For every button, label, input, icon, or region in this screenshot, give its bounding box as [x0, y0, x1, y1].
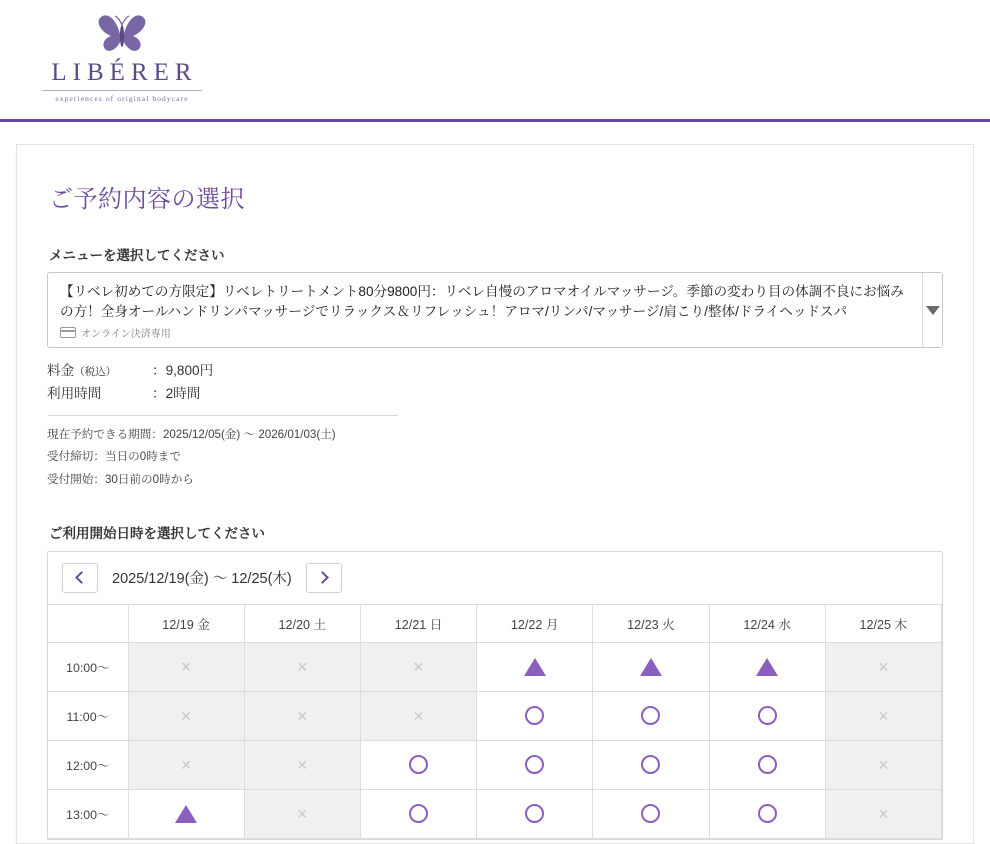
- slot-unavailable: [128, 740, 244, 789]
- menu-selected-option: 【リベレ初めての方限定】リベレトリートメント80分9800円：リベレ自慢のアロマオイルマッサージ。季節の変わり目の体調不良にお悩みの方！全身オールハンドリンパマッサージでリラックス＆リフレッシュ！アロマ/リンパ/マッサージ/肩こり/整体/ドライヘッドスパ: [60, 284, 904, 319]
- site-header: [0, 0, 990, 122]
- slot-unavailable: [244, 740, 360, 789]
- day-column-header: 12/21 日: [360, 604, 476, 642]
- slot-unavailable: [825, 642, 941, 691]
- slot-inner: [710, 692, 825, 740]
- duration-line: [47, 382, 943, 405]
- duration-value: 2時間: [165, 386, 201, 402]
- slot-inner: [477, 741, 592, 789]
- slot-inner: [129, 790, 244, 838]
- menu-select-value-area[interactable]: [48, 273, 923, 347]
- slot-unavailable: [244, 789, 360, 838]
- calendar-range-label: 2025/12/19(金) 〜 12/25(木): [112, 571, 292, 588]
- triangle-icon: [524, 658, 546, 676]
- table-row: [48, 789, 942, 838]
- availability-table: [48, 604, 942, 839]
- cross-icon: ×: [297, 705, 308, 726]
- slot-available[interactable]: [360, 789, 476, 838]
- slot-available[interactable]: [709, 740, 825, 789]
- table-row: [48, 642, 942, 691]
- circle-icon: [758, 804, 777, 823]
- circle-icon: [525, 706, 544, 725]
- slot-available[interactable]: [477, 691, 593, 740]
- slot-inner: [245, 790, 360, 838]
- menu-select-label: メニューを選択してください: [49, 248, 225, 263]
- slot-inner: [361, 741, 476, 789]
- cross-icon: ×: [180, 754, 192, 775]
- price-label: 料金（税込）: [47, 363, 117, 378]
- circle-icon: [641, 804, 660, 823]
- availability-table-head: [48, 604, 942, 642]
- triangle-icon: [640, 658, 662, 676]
- day-column-header: 12/19 金: [128, 604, 244, 642]
- triangle-icon: [756, 658, 778, 676]
- cross-icon: ×: [297, 803, 308, 824]
- slot-inner: [245, 741, 360, 789]
- reservable-period-note: 現在予約できる期間：2025/12/05(金) 〜 2026/01/03(土): [47, 427, 336, 441]
- reservation-card: [16, 144, 974, 844]
- circle-icon: [641, 755, 660, 774]
- time-label-cell: 10:00〜: [48, 642, 128, 691]
- price-value: 9,800円: [165, 363, 214, 378]
- brand-logo[interactable]: [22, 10, 222, 103]
- slot-inner: [593, 741, 708, 789]
- slot-inner: [593, 790, 708, 838]
- price-line: [47, 359, 943, 382]
- time-label-cell: 13:00〜: [48, 789, 128, 838]
- butterfly-logo-icon: [22, 10, 222, 58]
- cross-icon: ×: [180, 656, 192, 677]
- table-row: [48, 691, 942, 740]
- circle-icon: [525, 804, 544, 823]
- slot-available[interactable]: [593, 740, 709, 789]
- slot-available[interactable]: [593, 642, 709, 691]
- day-column-header: 12/23 火: [593, 604, 709, 642]
- duration-label: 利用時間: [47, 386, 102, 402]
- chevron-right-icon: [316, 571, 329, 584]
- menu-details: [47, 359, 943, 406]
- cross-icon: ×: [413, 705, 424, 726]
- chevron-down-icon: [926, 306, 940, 315]
- slot-inner: [361, 790, 476, 838]
- brand-tagline: experiences of original bodycare: [55, 94, 189, 104]
- price-separator: ：: [152, 363, 166, 378]
- slot-available[interactable]: [477, 740, 593, 789]
- calendar-label: ご利用開始日時を選択してください: [49, 525, 265, 541]
- circle-icon: [409, 804, 428, 823]
- slot-inner: [477, 643, 592, 691]
- slot-unavailable: [360, 642, 476, 691]
- duration-separator: ：: [152, 386, 166, 402]
- slot-inner: [593, 643, 708, 691]
- slot-inner: [245, 643, 360, 691]
- availability-table-body: [48, 642, 942, 838]
- calendar: [47, 551, 943, 840]
- slot-inner: [826, 790, 941, 838]
- table-header-row: [48, 604, 942, 642]
- slot-unavailable: [128, 642, 244, 691]
- slot-unavailable: [244, 691, 360, 740]
- slot-unavailable: [825, 691, 941, 740]
- cross-icon: ×: [878, 803, 889, 824]
- slot-inner: [361, 643, 476, 691]
- time-column-header: [48, 604, 128, 642]
- slot-inner: [593, 692, 708, 740]
- day-column-header: 12/20 土: [244, 604, 360, 642]
- slot-unavailable: [128, 691, 244, 740]
- next-week-button[interactable]: [306, 563, 342, 593]
- day-column-header: 12/25 木: [825, 604, 941, 642]
- calendar-nav: [48, 552, 942, 604]
- menu-select-dropdown-button[interactable]: [923, 273, 942, 347]
- slot-inner: [477, 692, 592, 740]
- slot-inner: [361, 692, 476, 740]
- circle-icon: [409, 755, 428, 774]
- slot-available[interactable]: [477, 642, 593, 691]
- slot-unavailable: [825, 740, 941, 789]
- cross-icon: ×: [297, 656, 308, 677]
- menu-select[interactable]: [47, 272, 943, 348]
- slot-available[interactable]: [477, 789, 593, 838]
- open-start-note: 受付開始：30日前の0時から: [47, 472, 194, 486]
- slot-available[interactable]: [709, 789, 825, 838]
- slot-inner: [710, 790, 825, 838]
- slot-unavailable: [360, 691, 476, 740]
- circle-icon: [641, 706, 660, 725]
- slot-available[interactable]: [360, 740, 476, 789]
- details-divider: [48, 415, 398, 416]
- slot-unavailable: [825, 789, 941, 838]
- online-payment-badge: [60, 325, 910, 340]
- cross-icon: ×: [878, 705, 889, 726]
- circle-icon: [758, 755, 777, 774]
- circle-icon: [758, 706, 777, 725]
- slot-inner: [129, 741, 244, 789]
- slot-inner: [826, 692, 941, 740]
- day-column-header: 12/22 月: [477, 604, 593, 642]
- slot-available[interactable]: [709, 642, 825, 691]
- time-label-cell: 12:00〜: [48, 740, 128, 789]
- slot-inner: [826, 643, 941, 691]
- page-background: [0, 122, 990, 844]
- chevron-left-icon: [75, 571, 88, 584]
- cross-icon: ×: [878, 656, 889, 677]
- brand-divider: [42, 90, 202, 91]
- slot-unavailable: [244, 642, 360, 691]
- cross-icon: ×: [297, 754, 308, 775]
- online-payment-label: オンライン決済専用: [81, 329, 171, 341]
- slot-inner: [710, 741, 825, 789]
- brand-name: LIBÉRER: [51, 59, 198, 86]
- slot-available[interactable]: [593, 789, 709, 838]
- cross-icon: ×: [180, 705, 192, 726]
- table-row: [48, 740, 942, 789]
- slot-inner: [245, 692, 360, 740]
- slot-available[interactable]: [128, 789, 244, 838]
- slot-inner: [826, 741, 941, 789]
- slot-available[interactable]: [709, 691, 825, 740]
- cross-icon: ×: [413, 656, 424, 677]
- triangle-icon: [175, 805, 197, 823]
- slot-available[interactable]: [593, 691, 709, 740]
- day-column-header: 12/24 水: [709, 604, 825, 642]
- cross-icon: ×: [878, 754, 889, 775]
- page-title: ご予約内容の選択: [49, 186, 245, 213]
- slot-inner: [477, 790, 592, 838]
- time-label-cell: 11:00〜: [48, 691, 128, 740]
- circle-icon: [525, 755, 544, 774]
- prev-week-button[interactable]: [62, 563, 98, 593]
- slot-inner: [129, 692, 244, 740]
- deadline-note: 受付締切：当日の0時まで: [47, 450, 181, 464]
- slot-inner: [710, 643, 825, 691]
- slot-inner: [129, 643, 244, 691]
- credit-card-icon: [60, 327, 76, 338]
